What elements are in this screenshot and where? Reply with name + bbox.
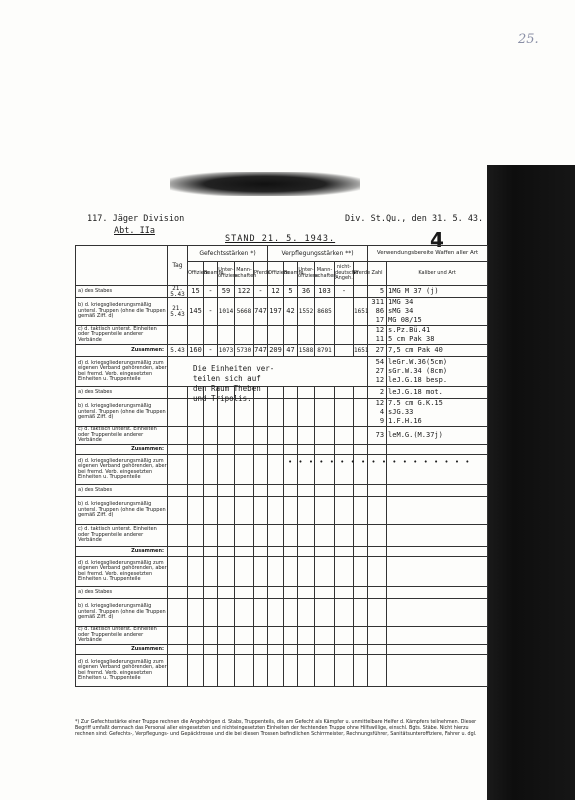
weapon-type: s.Pz.Bü.41 (388, 326, 431, 334)
row-label: b) d. kriegsgliederungsmäßig untersl. Truppen (ohne die Truppen gemäß Ziff. d) (76, 399, 168, 427)
sub-uoff: Unter-offiziere (218, 262, 235, 286)
cell: 747 (254, 345, 268, 357)
row-label: d) d. kriegsgliederungsmäßig zum eigenen Verband gehörenden, aber bei fremd. Verb. eingesetzten Einheiten u. Truppenteile (76, 357, 168, 387)
table-row (76, 326, 488, 345)
verpflegung-header: Verpflegungsstärken **) (268, 246, 368, 262)
table-row (76, 387, 488, 399)
row-label: c) d. taktisch unterst. Einheiten oder Truppenteile anderer Verbände (76, 326, 168, 345)
cell: 8791 (315, 345, 335, 357)
blank-header (76, 246, 168, 286)
weapon-type: MG 08/15 (388, 316, 422, 324)
cell: 12 (268, 286, 284, 298)
cell: 1014 (218, 298, 235, 326)
weapon-count: 4 (379, 408, 385, 416)
cell: 160 (188, 345, 204, 357)
row-label: c) d. taktisch unterst. Einheiten oder Truppenteile anderer Verbände (76, 627, 168, 645)
footnote-text: *) Zur Gefechtsstärke einer Truppe rechnen die Angehörigen d. Stabs, Truppenteils, die am Gefecht als Kämpfer u. unmittelbare Helfer d. Kämpfers teilnehmen. Dieser Begriff umfaßt demnach das Personal aller eingesetzten und nichteingesetzten Einheiten der fechtenden Truppe ohne Hilfswillige, einschl. Bgts. Stäbe. Nicht hierzu rechnen sind: Gefechts-, Verpflegungs- und Gepäcktrosse und die bei diesen Trossen befindlichen Schirrmeister, Rechnungsführer, Sanitätsunteroffiziere, Fahrer u. dgl. (75, 720, 477, 737)
table-row-total (76, 547, 488, 557)
sub-v-nichtdt: nicht-deutsche Angeh. (335, 262, 354, 286)
sub-zahl: Zahl (368, 262, 387, 286)
row-label: d) d. kriegsgliederungsmäßig zum eigenen Verband gehörenden, aber bei fremd. Verb. eingesetzten Einheiten u. Truppenteile (76, 557, 168, 587)
sub-v-mann: Mann-schaften (315, 262, 335, 286)
table-header-row (76, 246, 488, 262)
table-row (76, 655, 488, 687)
row-label: a) des Stabes (76, 587, 168, 599)
table-row-total (76, 445, 488, 455)
weapon-count-group (368, 357, 387, 387)
cell: 197 (268, 298, 284, 326)
weapon-type-group (387, 357, 488, 387)
weapon-type: leJ.G.18 besp. (388, 376, 448, 384)
weapon-count: 12 (375, 376, 385, 384)
cell: 122 (235, 286, 254, 298)
page-number: 25. (518, 32, 539, 47)
weapon-count: 73 (368, 427, 387, 445)
row-label: a) des Stabes (76, 485, 168, 497)
row-label: b) d. kriegsgliederungsmäßig untersl. Truppen (ohne die Truppen gemäß Ziff. d) (76, 599, 168, 627)
row-label: b) d. kriegsgliederungsmäßig untersl. Truppen (ohne die Truppen gemäß Ziff. d) (76, 298, 168, 326)
weapon-count: 12 (375, 326, 385, 334)
row-label: d) d. kriegsgliederungsmäßig zum eigenen Verband gehörenden, aber bei fremd. Verb. eingesetzten Einheiten u. Truppenteile (76, 655, 168, 687)
weapon-count: 9 (379, 417, 385, 425)
place-date: Div. St.Qu., den 31. 5. 43. (345, 214, 484, 224)
table-row (76, 525, 488, 547)
weapon-type: leM.G.(M.37j) (387, 427, 488, 445)
cell: - (204, 286, 218, 298)
weapon-count: 27 (375, 367, 385, 375)
weapon-type: leJ.G.18 mot. (387, 387, 488, 399)
remark-line: Die Einheiten ver- (193, 364, 275, 373)
cell (335, 298, 354, 326)
cell: - (204, 345, 218, 357)
cell: 8685 (315, 298, 335, 326)
cell: 209 (268, 345, 284, 357)
table-row (76, 485, 488, 497)
table-row (76, 599, 488, 627)
table-row (76, 497, 488, 525)
cell: 103 (315, 286, 335, 298)
cell (335, 345, 354, 357)
remark-line: teilen sich auf (193, 374, 261, 383)
table-row (76, 357, 488, 387)
table-row-total (76, 645, 488, 655)
weapon-count-group (368, 326, 387, 345)
table-row (76, 286, 488, 298)
department: Abt. IIa (114, 226, 155, 236)
weapon-type-group (387, 326, 488, 345)
stand-date: STAND 21. 5. 1943. (225, 234, 336, 244)
cell: 15 (188, 286, 204, 298)
row-label: c) d. taktisch unterst. Einheiten oder Truppenteile anderer Verbände (76, 525, 168, 547)
cell: 1588 (298, 345, 315, 357)
weapon-type: 5 cm Pak 38 (388, 335, 435, 343)
cell-tag: 21. 5.43 (168, 298, 188, 326)
table-row (76, 557, 488, 587)
cell: 1073 (218, 345, 235, 357)
scan-smudge (170, 172, 360, 196)
cell: 5 (284, 286, 298, 298)
weapon-count: 11 (375, 335, 385, 343)
row-label: Zusammen: (76, 345, 168, 357)
row-label: c) d. taktisch unterst. Einheiten oder Truppenteile anderer Verbände (76, 427, 168, 445)
cell-tag: 5.43 (168, 345, 188, 357)
remark-line: und Tripolis. (193, 394, 252, 403)
cell: - (335, 286, 354, 298)
tag-header: Tag (168, 246, 188, 286)
gefecht-header: Gefechtsstärken *) (188, 246, 268, 262)
table-row (76, 427, 488, 445)
weapon-count-group (368, 298, 387, 326)
table-row (76, 399, 488, 427)
sub-v-uoff: Unter-offiziere (298, 262, 315, 286)
weapon-count-group (368, 399, 387, 427)
cell (354, 286, 368, 298)
weapon-type: 7,5 cm Pak 40 (387, 345, 488, 357)
remark-line: den Raum Theben (193, 384, 261, 393)
footnote (75, 720, 487, 738)
weapon-count: 311 (371, 298, 385, 306)
cell: 59 (218, 286, 235, 298)
weapon-count: 2 (368, 387, 387, 399)
weapon-type-group (387, 298, 488, 326)
dotted-marks: • • • • • • • • • • • • • • • • • • (288, 458, 471, 466)
cell: 1651 (354, 298, 368, 326)
cell: - (204, 298, 218, 326)
cell: 747 (254, 298, 268, 326)
weapon-type: 1MG 34 (388, 298, 414, 306)
strength-table (75, 245, 488, 687)
cell: 1651 (354, 345, 368, 357)
weapon-type: leGr.W.36(5cm) (388, 358, 448, 366)
division-title: 117. Jäger Division (87, 214, 185, 224)
row-label: b) d. kriegsgliederungsmäßig untersl. Truppen (ohne die Truppen gemäß Ziff. d) (76, 497, 168, 525)
cell: 47 (284, 345, 298, 357)
table-row (76, 627, 488, 645)
weapon-count: 27 (368, 345, 387, 357)
sub-v-off: Offiziere (268, 262, 284, 286)
row-label: Zusammen: (76, 645, 168, 655)
row-label: a) des Stabes (76, 387, 168, 399)
cell: 1552 (298, 298, 315, 326)
weapon-count: 86 (375, 307, 385, 315)
weapon-count: 5 (368, 286, 387, 298)
sub-v-pferde: Pferde (354, 262, 368, 286)
row-label: Zusammen: (76, 547, 168, 557)
weapon-type: 1.F.H.16 (388, 417, 422, 425)
weapon-type: 7.5 cm G.K.15 (388, 399, 443, 407)
weapon-type-group (387, 399, 488, 427)
weapon-type: sMG 34 (388, 307, 414, 315)
table-row (76, 298, 488, 326)
weapon-count: 54 (375, 358, 385, 366)
weapon-type: sJG.33 (388, 408, 414, 416)
waffen-header: Verwendungsbereite Waffen aller Art (368, 246, 488, 262)
sheet-number: 4 (430, 228, 444, 252)
cell-tag: 21. 5.43 (168, 286, 188, 298)
scan-dark-edge (487, 165, 575, 800)
cell: 5730 (235, 345, 254, 357)
weapon-type: sGr.W.34 (8cm) (388, 367, 448, 375)
cell: 5668 (235, 298, 254, 326)
cell: 145 (188, 298, 204, 326)
row-label: d) d. kriegsgliederungsmäßig zum eigenen Verband gehörenden, aber bei fremd. Verb. eingesetzten Einheiten u. Truppenteile (76, 455, 168, 485)
sub-off: Offiziere (188, 262, 204, 286)
remark-text (193, 364, 274, 404)
row-label: a) des Stabes (76, 286, 168, 298)
cell: 36 (298, 286, 315, 298)
table-row-total (76, 345, 488, 357)
table-row (76, 587, 488, 599)
sub-pferde: Pferde (254, 262, 268, 286)
sub-mann: Mann-schaften (235, 262, 254, 286)
sub-beamte: Beamte (204, 262, 218, 286)
row-label: Zusammen: (76, 445, 168, 455)
sub-v-beamte: Beamte (284, 262, 298, 286)
sub-kaliber: Kaliber und Art (387, 262, 488, 286)
cell: - (254, 286, 268, 298)
weapon-type: 1MG M 37 (j) (387, 286, 488, 298)
weapon-count: 12 (375, 399, 385, 407)
weapon-count: 17 (375, 316, 385, 324)
cell: 42 (284, 298, 298, 326)
